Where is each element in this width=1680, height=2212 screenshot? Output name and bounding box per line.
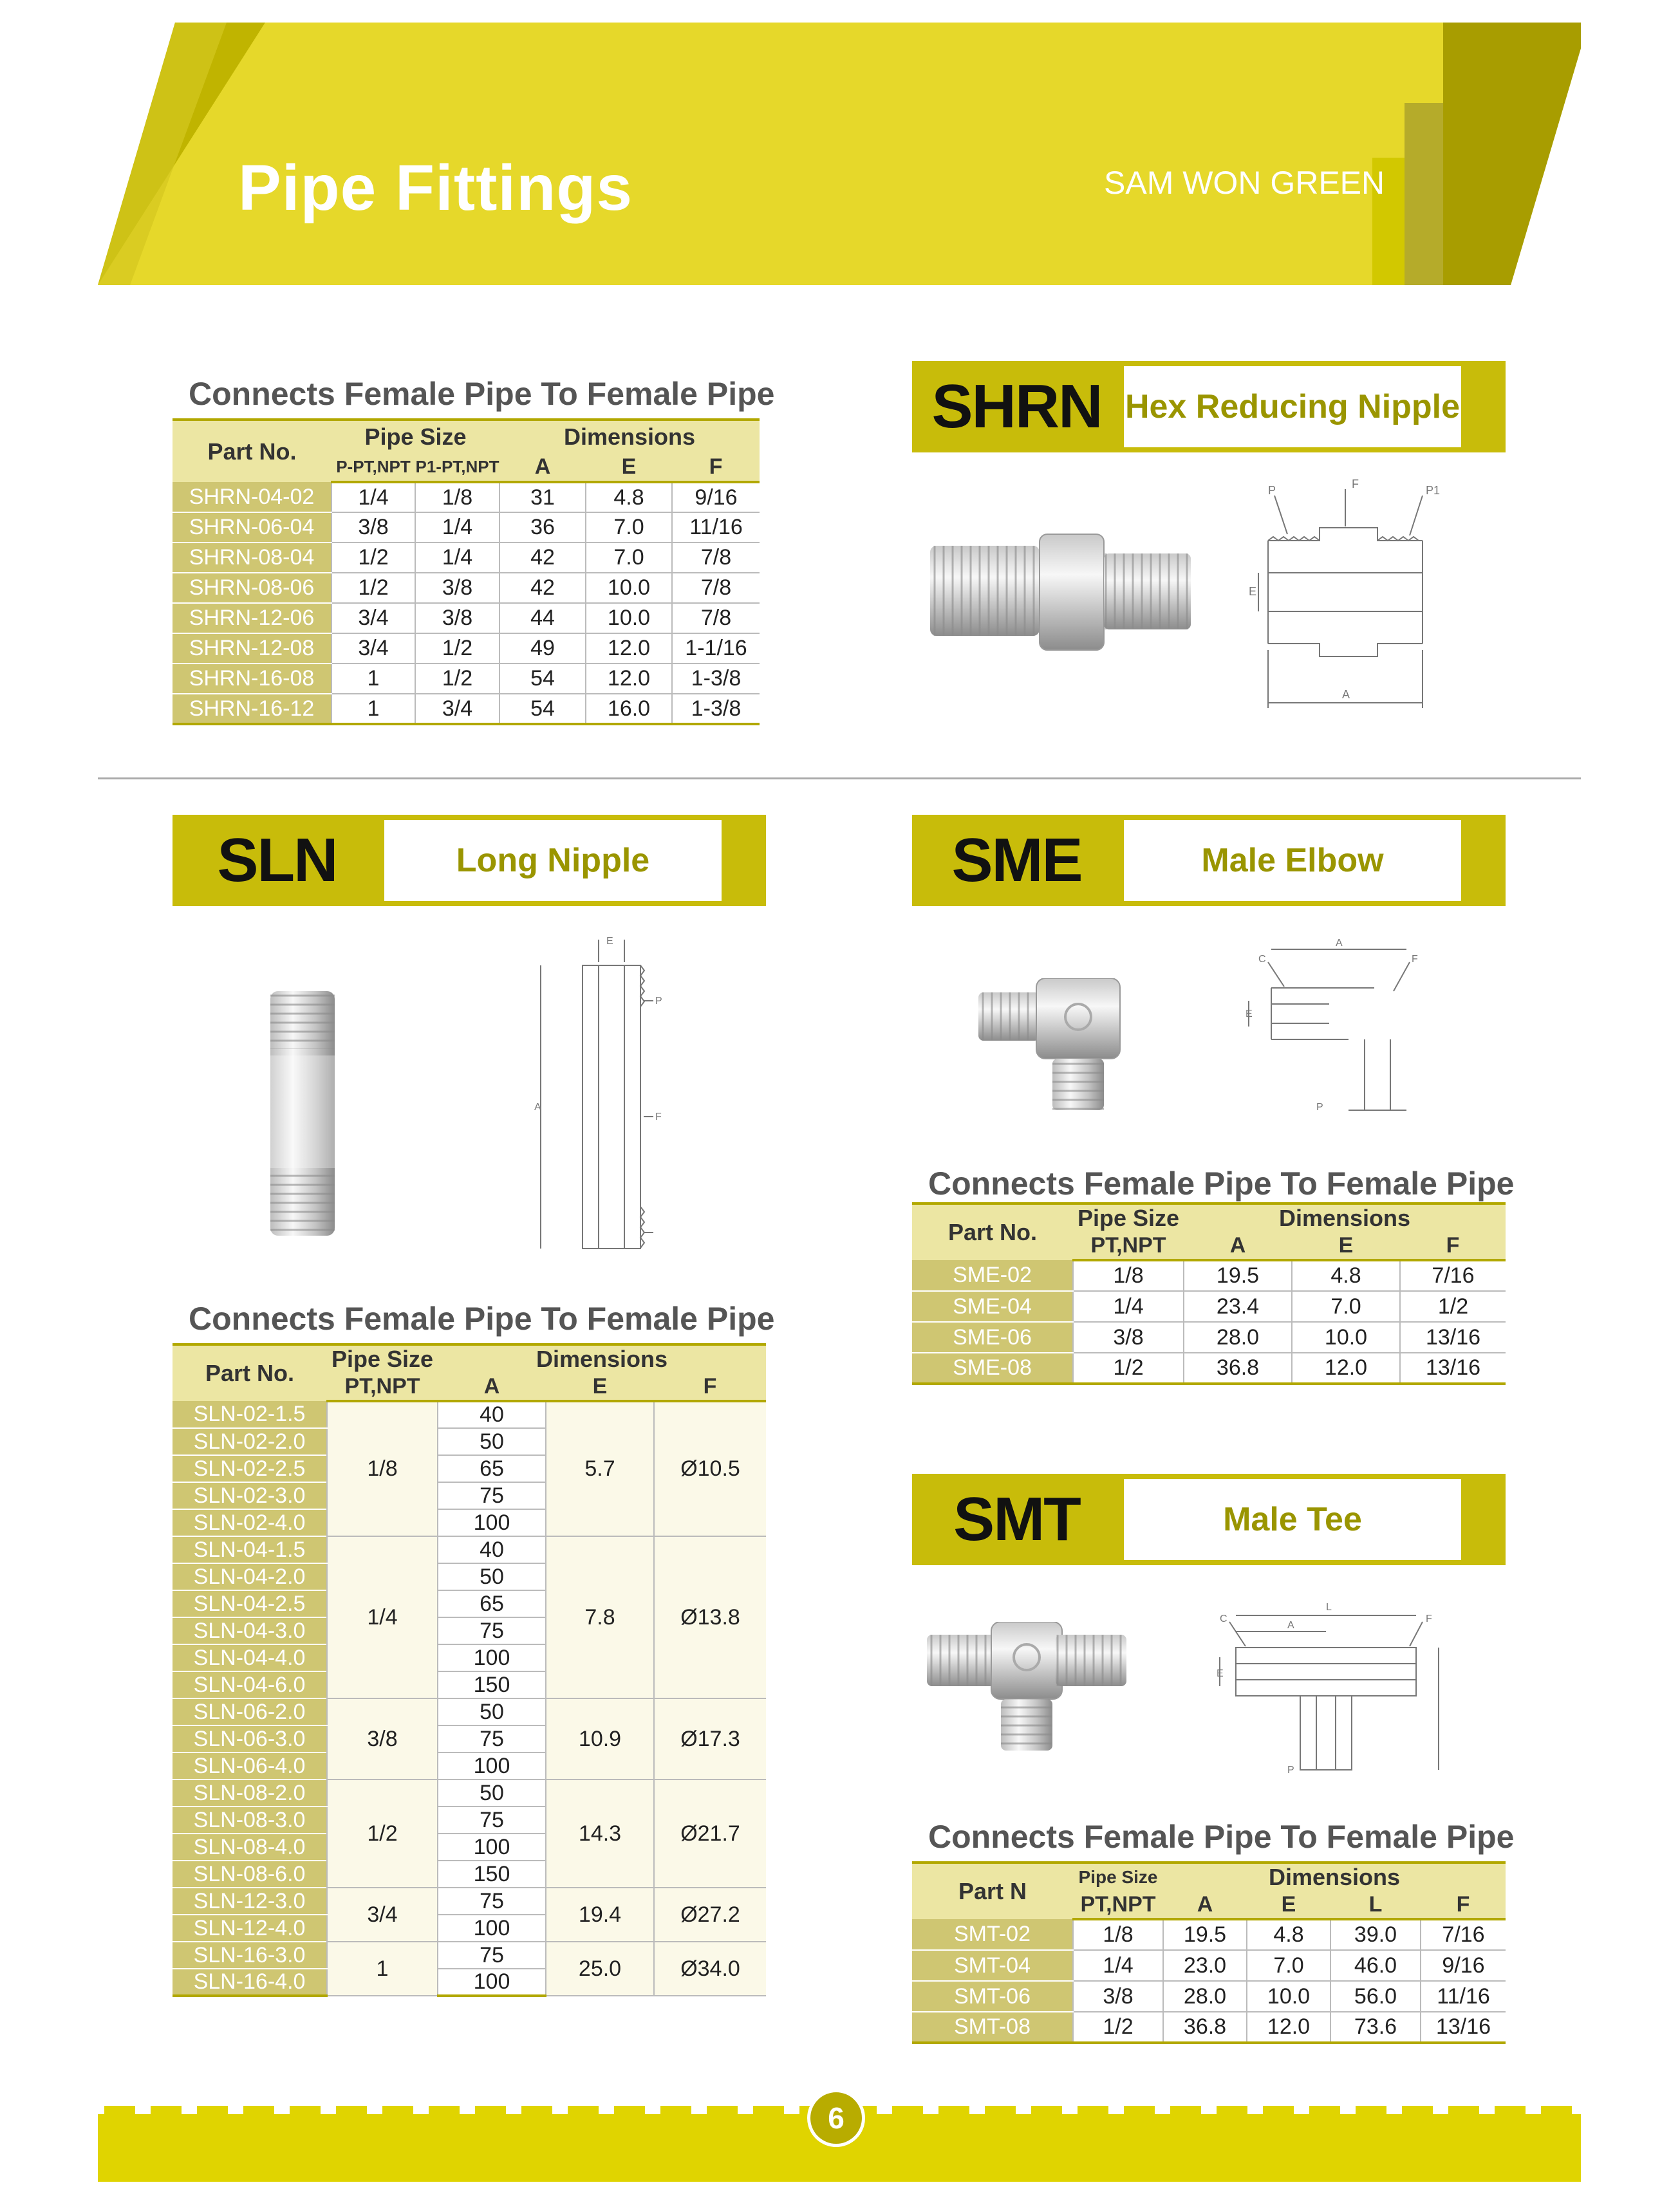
pipe-size-cell: 3/4	[327, 1888, 438, 1942]
sme-technical-drawing	[1246, 936, 1426, 1123]
sme-name: Male Elbow	[1124, 820, 1461, 901]
value-cell: 31	[499, 482, 586, 512]
footer-tooth	[1541, 2106, 1572, 2115]
col-a: A	[1184, 1232, 1292, 1260]
part-number-cell: SLN-04-4.0	[173, 1644, 327, 1671]
part-number-cell: SLN-12-3.0	[173, 1888, 327, 1915]
dim-e-cell: 10.9	[546, 1698, 654, 1780]
smt-label-f: F	[1426, 1613, 1432, 1624]
value-cell: 3/8	[331, 512, 415, 543]
part-number-cell: SLN-02-1.5	[173, 1401, 327, 1428]
part-number-cell: SME-02	[912, 1260, 1073, 1291]
value-cell: 1/4	[1073, 1291, 1184, 1322]
value-cell: 19.5	[1184, 1260, 1292, 1291]
value-cell: 7/8	[672, 573, 760, 603]
footer-tooth	[243, 2106, 274, 2115]
table-row	[912, 1291, 1506, 1322]
value-cell: 3/4	[415, 694, 499, 724]
sln-label-f: F	[655, 1111, 662, 1122]
value-cell: 1/8	[1073, 1260, 1184, 1291]
table-row	[173, 694, 760, 724]
smt-spec-table	[912, 1861, 1506, 2044]
part-number-cell: SMT-06	[912, 1981, 1073, 2012]
value-cell: 13/16	[1400, 1322, 1506, 1353]
value-cell: 1/2	[331, 573, 415, 603]
value-cell: 7.0	[586, 512, 672, 543]
footer-tooth	[1217, 2106, 1247, 2115]
footer-tooth	[938, 2106, 969, 2115]
dim-f-cell: Ø10.5	[654, 1401, 766, 1536]
sme-label-e: E	[1246, 1008, 1253, 1019]
part-number-cell: SLN-16-4.0	[173, 1969, 327, 1996]
footer-tooth	[753, 2106, 784, 2115]
value-cell: 13/16	[1421, 2012, 1506, 2043]
value-cell: 10.0	[586, 573, 672, 603]
value-cell: 23.4	[1184, 1291, 1292, 1322]
value-cell: 65	[438, 1455, 546, 1482]
value-cell: 75	[438, 1482, 546, 1509]
col-dimensions: Dimensions	[438, 1344, 766, 1373]
table-row	[173, 633, 760, 664]
value-cell: 75	[438, 1888, 546, 1915]
part-number-cell: SHRN-12-06	[173, 603, 331, 633]
value-cell: 9/16	[1421, 1950, 1506, 1981]
sme-label-p: P	[1316, 1102, 1323, 1113]
value-cell: 100	[438, 1752, 546, 1780]
shrn-label-p: P	[1268, 484, 1276, 497]
value-cell: 1/4	[331, 482, 415, 512]
smt-label-c: C	[1220, 1613, 1227, 1624]
part-number-cell: SLN-02-3.0	[173, 1482, 327, 1509]
dim-e-cell: 25.0	[546, 1942, 654, 1996]
shrn-label-f: F	[1352, 478, 1359, 490]
value-cell: 50	[438, 1428, 546, 1455]
value-cell: 4.8	[586, 482, 672, 512]
footer-tooth	[1031, 2106, 1062, 2115]
value-cell: 12.0	[1292, 1353, 1400, 1384]
value-cell: 1/4	[1073, 1950, 1163, 1981]
brand-name: SAM WON GREEN	[1104, 165, 1385, 201]
value-cell: 100	[438, 1509, 546, 1536]
part-number-cell: SLN-06-2.0	[173, 1698, 327, 1725]
value-cell: 100	[438, 1969, 546, 1996]
value-cell: 1-3/8	[672, 694, 760, 724]
sme-product-photo	[978, 978, 1133, 1113]
pipe-size-cell: 1	[327, 1942, 438, 1996]
value-cell: 75	[438, 1942, 546, 1969]
footer-tooth	[104, 2106, 135, 2115]
value-cell: 9/16	[672, 482, 760, 512]
shrn-label-p1: P1	[1426, 484, 1441, 497]
smt-title-bar	[912, 1474, 1506, 1565]
part-number-cell: SLN-12-4.0	[173, 1915, 327, 1942]
value-cell: 4.8	[1292, 1260, 1400, 1291]
shrn-label-e: E	[1249, 585, 1257, 598]
footer-tooth	[1448, 2106, 1479, 2115]
footer-tooth	[1402, 2106, 1433, 2115]
value-cell: 1	[331, 664, 415, 694]
pipe-size-cell: 1/2	[327, 1780, 438, 1888]
col-a: A	[499, 453, 586, 482]
value-cell: 100	[438, 1915, 546, 1942]
col-part-no: Part No.	[173, 1344, 327, 1401]
value-cell: 36	[499, 512, 586, 543]
smt-label-a: A	[1287, 1620, 1294, 1631]
sln-technical-drawing	[534, 936, 676, 1265]
table-row	[173, 543, 760, 573]
col-dimensions: Dimensions	[1184, 1204, 1506, 1232]
col-e: E	[546, 1373, 654, 1401]
sln-product-photo	[267, 991, 338, 1236]
value-cell: 54	[499, 694, 586, 724]
value-cell: 75	[438, 1807, 546, 1834]
part-number-cell: SHRN-08-04	[173, 543, 331, 573]
value-cell: 1/2	[331, 543, 415, 573]
table-row	[173, 1536, 766, 1563]
value-cell: 54	[499, 664, 586, 694]
footer-tooth	[151, 2106, 182, 2115]
col-e: E	[1292, 1232, 1400, 1260]
footer-tooth	[614, 2106, 645, 2115]
col-pipe-size: Pipe Size	[1073, 1863, 1163, 1891]
value-cell: 100	[438, 1834, 546, 1861]
value-cell: 10.0	[586, 603, 672, 633]
part-number-cell: SHRN-12-08	[173, 633, 331, 664]
pipe-size-cell: 3/8	[327, 1698, 438, 1780]
col-pipe-size: Pipe Size	[327, 1344, 438, 1373]
sme-table-caption: Connects Female Pipe To Female Pipe	[928, 1166, 1515, 1202]
shrn-spec-table	[173, 418, 760, 725]
footer-tooth	[1170, 2106, 1201, 2115]
part-number-cell: SLN-04-2.5	[173, 1590, 327, 1617]
value-cell: 7.0	[586, 543, 672, 573]
value-cell: 1/2	[1073, 2012, 1163, 2043]
col-pt: PT,NPT	[1073, 1232, 1184, 1260]
value-cell: 16.0	[586, 694, 672, 724]
table-row	[173, 482, 760, 512]
dim-f-cell: Ø34.0	[654, 1942, 766, 1996]
value-cell: 36.8	[1184, 1353, 1292, 1384]
col-e: E	[586, 453, 672, 482]
footer-tooth	[290, 2106, 321, 2115]
value-cell: 40	[438, 1536, 546, 1563]
page-title: Pipe Fittings	[238, 152, 633, 224]
sme-code: SME	[951, 826, 1082, 895]
footer-tooth	[429, 2106, 460, 2115]
value-cell: 3/4	[331, 603, 415, 633]
value-cell: 1/8	[1073, 1919, 1163, 1950]
smt-label-p: P	[1287, 1765, 1294, 1776]
value-cell: 1/4	[415, 512, 499, 543]
footer-tooth	[1263, 2106, 1294, 2115]
part-number-cell: SLN-04-6.0	[173, 1671, 327, 1698]
footer-tooth	[1078, 2106, 1108, 2115]
col-pipe-size: Pipe Size	[1073, 1204, 1184, 1232]
part-number-cell: SME-04	[912, 1291, 1073, 1322]
footer-tooth	[1309, 2106, 1340, 2115]
shrn-title-bar	[912, 361, 1506, 452]
col-part-no: Part No.	[173, 420, 331, 482]
value-cell: 11/16	[672, 512, 760, 543]
footer-tooth	[1356, 2106, 1386, 2115]
value-cell: 7.0	[1247, 1950, 1330, 1981]
shrn-product-photo	[930, 528, 1194, 656]
smt-label-l: L	[1326, 1602, 1332, 1613]
value-cell: 40	[438, 1401, 546, 1428]
col-dimensions: Dimensions	[1163, 1863, 1506, 1891]
table-row	[912, 1919, 1506, 1950]
value-cell: 1/2	[1073, 1353, 1184, 1384]
part-number-cell: SME-06	[912, 1322, 1073, 1353]
value-cell: 1/2	[1400, 1291, 1506, 1322]
value-cell: 10.0	[1292, 1322, 1400, 1353]
smt-name: Male Tee	[1124, 1479, 1461, 1560]
value-cell: 50	[438, 1563, 546, 1590]
part-number-cell: SME-08	[912, 1353, 1073, 1384]
value-cell: 75	[438, 1725, 546, 1752]
value-cell: 1/8	[415, 482, 499, 512]
value-cell: 7.0	[1292, 1291, 1400, 1322]
value-cell: 44	[499, 603, 586, 633]
value-cell: 3/8	[415, 603, 499, 633]
table-row	[173, 573, 760, 603]
value-cell: 42	[499, 543, 586, 573]
part-number-cell: SHRN-16-12	[173, 694, 331, 724]
value-cell: 65	[438, 1590, 546, 1617]
part-number-cell: SLN-02-2.5	[173, 1455, 327, 1482]
shrn-name: Hex Reducing Nipple	[1124, 366, 1461, 447]
table-row	[912, 1981, 1506, 2012]
table-row	[912, 1322, 1506, 1353]
table-row	[173, 603, 760, 633]
sln-label-e: E	[606, 936, 613, 947]
footer-tooth	[707, 2106, 738, 2115]
value-cell: 1/2	[415, 664, 499, 694]
value-cell: 100	[438, 1644, 546, 1671]
part-number-cell: SHRN-16-08	[173, 664, 331, 694]
footer-tooth	[521, 2106, 552, 2115]
footer-tooth	[336, 2106, 367, 2115]
dim-e-cell: 19.4	[546, 1888, 654, 1942]
value-cell: 28.0	[1163, 1981, 1247, 2012]
col-a: A	[1163, 1891, 1247, 1919]
table-row	[912, 1260, 1506, 1291]
value-cell: 7/8	[672, 543, 760, 573]
table-row	[173, 1401, 766, 1428]
pipe-size-cell: 1/4	[327, 1536, 438, 1698]
part-number-cell: SMT-08	[912, 2012, 1073, 2043]
col-l: L	[1330, 1891, 1421, 1919]
col-p1: P1-PT,NPT	[415, 453, 499, 482]
part-number-cell: SLN-02-2.0	[173, 1428, 327, 1455]
part-number-cell: SLN-04-3.0	[173, 1617, 327, 1644]
sln-label-p: P	[655, 996, 662, 1007]
value-cell: 1-1/16	[672, 633, 760, 664]
value-cell: 3/8	[1073, 1322, 1184, 1353]
part-number-cell: SLN-04-2.0	[173, 1563, 327, 1590]
table-row	[173, 1780, 766, 1807]
sme-spec-table	[912, 1202, 1506, 1385]
value-cell: 12.0	[586, 664, 672, 694]
value-cell: 28.0	[1184, 1322, 1292, 1353]
col-pipe-size: Pipe Size	[331, 420, 499, 453]
table-row	[173, 664, 760, 694]
table-row	[912, 2012, 1506, 2043]
value-cell: 46.0	[1330, 1950, 1421, 1981]
shrn-table-caption: Connects Female Pipe To Female Pipe	[189, 376, 775, 412]
col-f: F	[672, 453, 760, 482]
value-cell: 3/4	[331, 633, 415, 664]
footer-tooth	[660, 2106, 691, 2115]
value-cell: 1/4	[415, 543, 499, 573]
value-cell: 12.0	[1247, 2012, 1330, 2043]
sln-label-a: A	[534, 1102, 541, 1113]
smt-label-e: E	[1217, 1668, 1224, 1679]
smt-technical-drawing	[1217, 1596, 1448, 1783]
value-cell: 150	[438, 1861, 546, 1888]
value-cell: 1	[331, 694, 415, 724]
value-cell: 12.0	[586, 633, 672, 664]
value-cell: 36.8	[1163, 2012, 1247, 2043]
page-number: 6	[828, 2101, 845, 2135]
value-cell: 19.5	[1163, 1919, 1247, 1950]
value-cell: 13/16	[1400, 1353, 1506, 1384]
table-row	[173, 512, 760, 543]
value-cell: 150	[438, 1671, 546, 1698]
col-pt: PT,NPT	[1073, 1891, 1163, 1919]
value-cell: 23.0	[1163, 1950, 1247, 1981]
value-cell: 3/8	[1073, 1981, 1163, 2012]
smt-product-photo	[927, 1622, 1126, 1751]
part-number-cell: SLN-08-4.0	[173, 1834, 327, 1861]
footer-tooth	[382, 2106, 413, 2115]
col-f: F	[654, 1373, 766, 1401]
part-number-cell: SMT-02	[912, 1919, 1073, 1950]
col-part-no: Part N	[912, 1863, 1073, 1919]
value-cell: 4.8	[1247, 1919, 1330, 1950]
value-cell: 50	[438, 1780, 546, 1807]
sln-name: Long Nipple	[384, 820, 722, 901]
pipe-size-cell: 1/8	[327, 1401, 438, 1536]
footer-tooth	[197, 2106, 228, 2115]
part-number-cell: SLN-08-6.0	[173, 1861, 327, 1888]
footer-tooth	[985, 2106, 1016, 2115]
sme-label-f: F	[1412, 954, 1418, 965]
value-cell: 10.0	[1247, 1981, 1330, 2012]
col-dimensions: Dimensions	[499, 420, 760, 453]
sme-label-c: C	[1258, 954, 1266, 965]
value-cell: 56.0	[1330, 1981, 1421, 2012]
part-number-cell: SHRN-08-06	[173, 573, 331, 603]
table-row	[912, 1353, 1506, 1384]
value-cell: 11/16	[1421, 1981, 1506, 2012]
footer-tooth	[568, 2106, 599, 2115]
dim-f-cell: Ø27.2	[654, 1888, 766, 1942]
value-cell: 1/2	[415, 633, 499, 664]
sln-spec-table	[173, 1343, 766, 1997]
part-number-cell: SLN-06-4.0	[173, 1752, 327, 1780]
col-a: A	[438, 1373, 546, 1401]
dim-f-cell: Ø21.7	[654, 1780, 766, 1888]
part-number-cell: SHRN-06-04	[173, 512, 331, 543]
footer-tooth	[1124, 2106, 1155, 2115]
dim-e-cell: 7.8	[546, 1536, 654, 1698]
col-f: F	[1421, 1891, 1506, 1919]
col-e: E	[1247, 1891, 1330, 1919]
dim-e-cell: 5.7	[546, 1401, 654, 1536]
part-number-cell: SLN-08-3.0	[173, 1807, 327, 1834]
table-row	[173, 1942, 766, 1969]
section-divider	[98, 777, 1581, 779]
part-number-cell: SLN-08-2.0	[173, 1780, 327, 1807]
col-f: F	[1400, 1232, 1506, 1260]
sln-table-caption: Connects Female Pipe To Female Pipe	[189, 1301, 775, 1337]
col-p: P-PT,NPT	[331, 453, 415, 482]
footer-tooth	[1495, 2106, 1526, 2115]
sme-label-a: A	[1336, 938, 1343, 949]
part-number-cell: SLN-06-3.0	[173, 1725, 327, 1752]
value-cell: 1-3/8	[672, 664, 760, 694]
sme-title-bar	[912, 815, 1506, 906]
value-cell: 49	[499, 633, 586, 664]
value-cell: 39.0	[1330, 1919, 1421, 1950]
part-number-cell: SLN-02-4.0	[173, 1509, 327, 1536]
value-cell: 42	[499, 573, 586, 603]
value-cell: 7/8	[672, 603, 760, 633]
shrn-label-a: A	[1342, 688, 1350, 701]
footer-tooth	[892, 2106, 923, 2115]
table-row	[173, 1888, 766, 1915]
shrn-code: SHRN	[931, 372, 1102, 441]
col-pt: PT,NPT	[327, 1373, 438, 1401]
value-cell: 75	[438, 1617, 546, 1644]
value-cell: 7/16	[1421, 1919, 1506, 1950]
table-row	[912, 1950, 1506, 1981]
smt-code: SMT	[953, 1485, 1080, 1554]
value-cell: 50	[438, 1698, 546, 1725]
table-row	[173, 1698, 766, 1725]
dim-e-cell: 14.3	[546, 1780, 654, 1888]
part-number-cell: SHRN-04-02	[173, 482, 331, 512]
shrn-technical-drawing	[1249, 476, 1442, 721]
value-cell: 73.6	[1330, 2012, 1421, 2043]
smt-table-caption: Connects Female Pipe To Female Pipe	[928, 1819, 1515, 1855]
part-number-cell: SLN-16-3.0	[173, 1942, 327, 1969]
dim-f-cell: Ø17.3	[654, 1698, 766, 1780]
dim-f-cell: Ø13.8	[654, 1536, 766, 1698]
value-cell: 7/16	[1400, 1260, 1506, 1291]
part-number-cell: SLN-04-1.5	[173, 1536, 327, 1563]
sln-title-bar	[173, 815, 766, 906]
part-number-cell: SMT-04	[912, 1950, 1073, 1981]
footer-tooth	[475, 2106, 506, 2115]
col-part-no: Part No.	[912, 1204, 1073, 1260]
value-cell: 3/8	[415, 573, 499, 603]
sln-code: SLN	[217, 826, 337, 895]
